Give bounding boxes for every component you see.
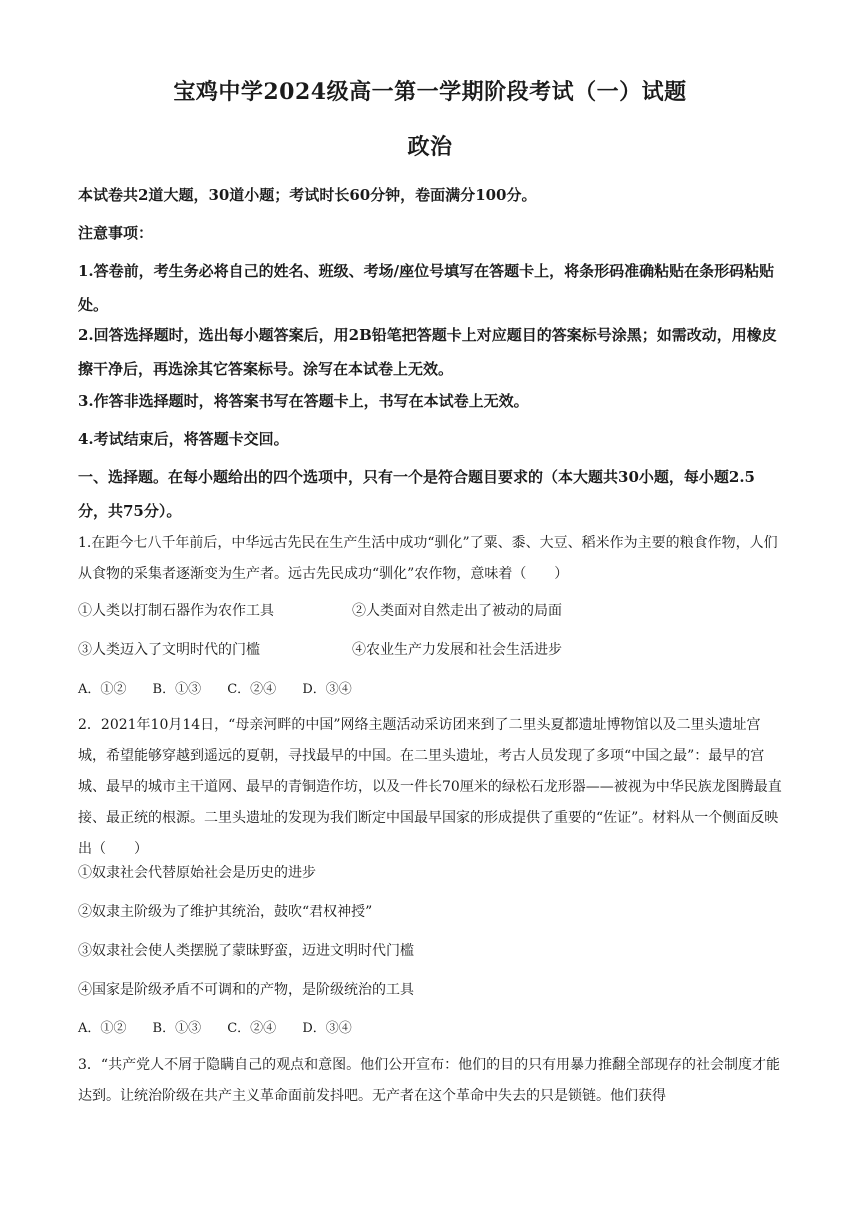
question-1-stem: 1.在距今七八千年前后，中华远古先民在生产生活中成功“驯化”了粟、黍、大豆、稻米作为主要的粮食作物，人们从食物的采集者逐渐变为生产者。远古先民成功“驯化”农作物，意味着（ ）	[78, 535, 778, 582]
q2-option-4: ④国家是阶级矛盾不可调和的产物，是阶级统治的工具	[78, 982, 414, 998]
question-2-stem: 2．2021年10月14日，“母亲河畔的中国”网络主题活动采访团来到了二里头夏都遗址博物馆以及二里头遗址宫城，希望能够穿越到遥远的夏朝，寻找最早的中国。在二里头遗址，考古人员发现了多项“中国之最”：最早的宫城、最早的城市主干道网、最早的青铜造作坊，以及一件长70厘米的绿松石龙形器——被视为中华民族龙图腾最直接、最正统的根源。二里头遗址的发现为我们断定中国最早国家的形成提供了重要的“佐证”。材料从一个侧面反映出（ ）	[78, 717, 782, 857]
notice-item-4: 4.考试结束后，将答题卡交回。	[78, 430, 289, 448]
q1-option-2: ②人类面对自然走出了被动的局面	[352, 603, 562, 619]
q2-choice-c: C．②④	[227, 1021, 277, 1036]
q1-choice-c: C．②④	[227, 682, 277, 697]
notice-item-2: 2.回答选择题时，选出每小题答案后，用2B铅笔把答题卡上对应题目的答案标号涂黑；如需改动，用橡皮擦干净后，再选涂其它答案标号。涂写在本试卷上无效。	[78, 326, 777, 378]
q1-choices	[78, 678, 374, 697]
exam-intro: 本试卷共2道大题，30道小题；考试时长60分钟，卷面满分100分。	[78, 186, 537, 204]
notice-item-1: 1.答卷前，考生务必将自己的姓名、班级、考场/座位号填写在答题卡上，将条形码准确粘贴在条形码粘贴处。	[78, 262, 775, 314]
q2-option-1: ①奴隶社会代替原始社会是历史的进步	[78, 865, 316, 881]
question-3-stem: 3．“共产党人不屑于隐瞒自己的观点和意图。他们公开宣布：他们的目的只有用暴力推翻全部现存的社会制度才能达到。让统治阶级在共产主义革命面前发抖吧。无产者在这个革命中失去的只是锁链。他们获得	[78, 1057, 781, 1104]
q2-option-2: ②奴隶主阶级为了维护其统治，鼓吹“君权神授”	[78, 904, 373, 920]
subject-title: 政治	[407, 134, 453, 160]
q1-option-4: ④农业生产力发展和社会生活进步	[352, 642, 562, 658]
section-heading: 一、选择题。在每小题给出的四个选项中，只有一个是符合题目要求的（本大题共30小题，每小题2.5分，共75分）。	[78, 468, 755, 520]
q1-choice-a: A．①②	[78, 682, 127, 697]
q2-choice-b: B．①③	[152, 1021, 202, 1036]
q1-option-3: ③人类迈入了文明时代的门槛	[78, 642, 260, 658]
q2-choice-a: A．①②	[78, 1021, 127, 1036]
q1-choice-b: B．①③	[152, 682, 202, 697]
notice-item-3: 3.作答非选择题时，将答案书写在答题卡上，书写在本试卷上无效。	[78, 392, 529, 410]
q1-option-1: ①人类以打制石器作为农作工具	[78, 603, 274, 619]
q1-choice-d: D．③④	[302, 682, 352, 697]
q2-option-3: ③奴隶社会使人类摆脱了蒙昧野蛮，迈进文明时代门槛	[78, 943, 414, 959]
q2-choices	[78, 1017, 374, 1036]
q2-choice-d: D．③④	[302, 1021, 352, 1036]
notice-heading: 注意事项：	[78, 224, 154, 242]
exam-title: 宝鸡中学2024级高一第一学期阶段考试（一）试题	[173, 79, 687, 105]
